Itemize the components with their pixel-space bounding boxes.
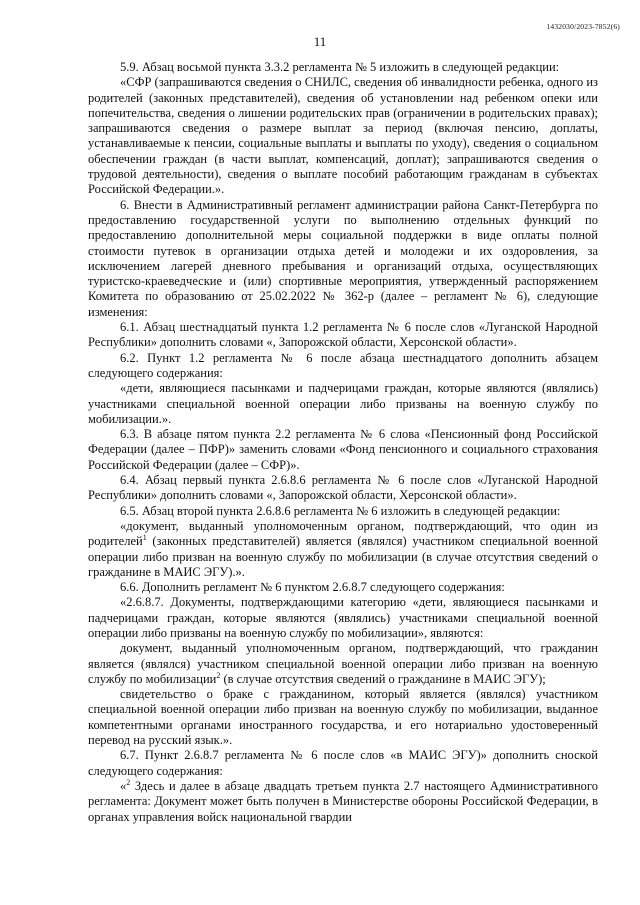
paragraph: свидетельство о браке с гражданином, который является (являлся) участником специальной военной операции либо призван на военную службу по мобилизации, выданное компетентными органами иностранного государства, и его нотариально удостоверенный перевод на русский язык.». xyxy=(88,687,598,748)
paragraph: «$^2$ Здесь и далее в абзаце двадцать третьем пункта 2.7 настоящего Административного регламента: Документ может быть получен в Министерстве обороны Российской Федерации, в органах управления войск национальной гвардии xyxy=(88,777,598,824)
paragraph: 6. Внести в Административный регламент администрации района Санкт-Петербурга по предоставлению государственной услуги по выполнению отдельных функций по предоставлению дополнительной меры социальной поддержки в виде оплаты полной стоимости путевок в организации отдыха детей и молодежи и их оздоровления, за исключением лагерей дневного пребывания и организаций отдыха, осуществляющих туристско-краеведческие и (или) спортивные мероприятия, утвержденный распоряжением Комитета по образованию от 25.02.2022 № 362-р (далее – регламент № 6), следующие изменения: xyxy=(88,197,598,319)
paragraph: 6.5. Абзац второй пункта 2.6.8.6 регламента № 6 изложить в следующей редакции: xyxy=(120,503,561,518)
paragraph: 6.3. В абзаце пятом пункта 2.2 регламента № 6 слова «Пенсионный фонд Российской Федерации (далее – ПФР)» заменить словами «Фонд пенсионного и социального страхования Российской Федерации (далее – СФР)». xyxy=(88,427,598,472)
paragraph: 6.2. Пункт 1.2 регламента № 6 после абзаца шестнадцатого дополнить абзацем следующего содержания: xyxy=(88,350,598,380)
paragraph: «2.6.8.7. Документы, подтверждающими категорию «дети, являющиеся пасынками и падчерицами граждан, которые являются (являлись) участниками специальной военной операции либо призваны на военную службу по мобилизации», являются: xyxy=(88,595,598,640)
paragraph: 6.7. Пункт 2.6.8.7 регламента № 6 после слов «в МАИС ЭГУ)» дополнить сноской следующего содержания: xyxy=(88,748,598,778)
paragraph: «дети, являющиеся пасынками и падчерицами граждан, которые являются (являлись) участниками специальной военной операции либо призваны на военную службу по мобилизации.». xyxy=(88,381,598,426)
paragraph: «СФР (запрашиваются сведения о СНИЛС, сведения об инвалидности ребенка, одного из родителей (законных представителей), сведения об установлении над ребенком опеки или попечительства, сведения о лишении родительских прав (ограничении в родительских правах); запрашиваются сведения о размере выплат за период (включая пенсию, доплаты, устанавливаемые к пенсии, социальные выплаты и выплаты по уходу), сведения о социальном обеспечении граждан (в части выплат, компенсаций, доплат); запрашиваются сведения о трудовой деятельности), сведения о выплате пособий работающим гражданам в субъектах Российской Федерации.». xyxy=(88,75,598,197)
footnote-marker: 1 xyxy=(142,533,147,543)
paragraph: 6.1. Абзац шестнадцатый пункта 1.2 регламента № 6 после слов «Луганской Народной Республики» дополнить словами «, Запорожской области, Херсонской области». xyxy=(88,320,598,350)
paragraph: «документ, выданный уполномоченным органом, подтверждающий, что один из родителей$^1$ (законных представителей) является (являлся) участником специальной военной операции либо призван на военную службу по мобилизации (в случае отсутствия сведений о гражданине в МАИС ЭГУ).». xyxy=(88,518,598,579)
paragraph: 6.4. Абзац первый пункта 2.6.8.6 регламента № 6 после слов «Луганской Народной Республики» дополнить словами «, Запорожской области, Херсонской области». xyxy=(88,473,598,503)
footnote-marker: 2 xyxy=(126,777,131,787)
paragraph: документ, выданный уполномоченным органом, подтверждающий, что гражданин является (являлся) участником специальной военной операции либо призван на военную службу по мобилизации$^2$ (в случае отсутствия сведений о гражданине в МАИС ЭГУ); xyxy=(88,641,598,686)
paragraph: 5.9. Абзац восьмой пункта 3.3.2 регламента № 5 изложить в следующей редакции: xyxy=(120,60,560,74)
page-number: 11 xyxy=(313,34,327,49)
paragraph: 6.6. Дополнить регламент № 6 пунктом 2.6.8.7 следующего содержания: xyxy=(120,580,505,595)
document-body xyxy=(88,60,598,825)
footnote-marker: 2 xyxy=(216,670,221,680)
document-number: 1432030/2023-7852(6) xyxy=(546,22,620,31)
